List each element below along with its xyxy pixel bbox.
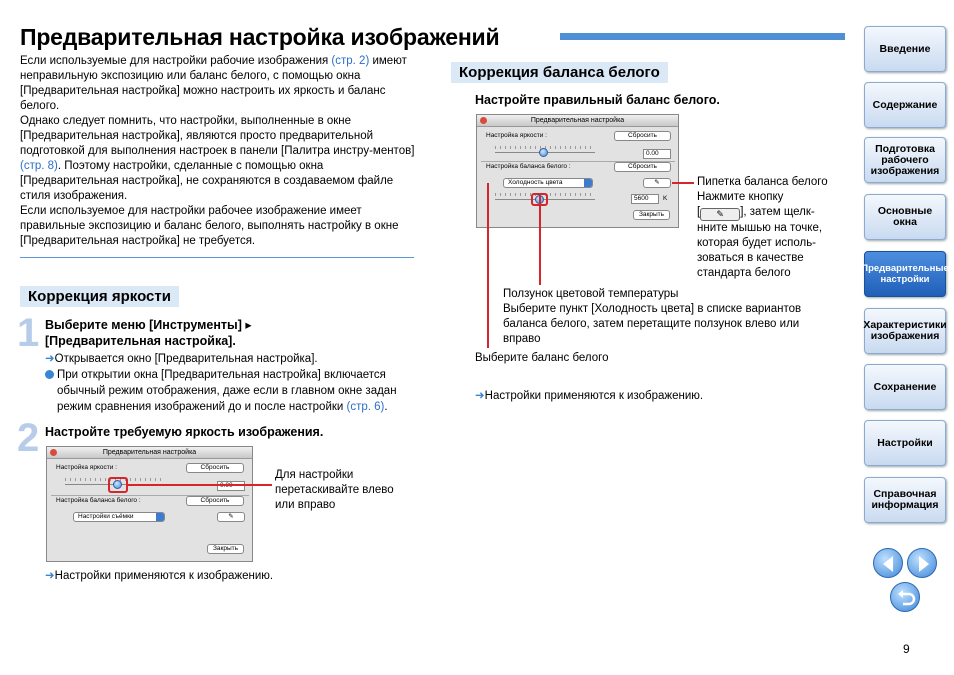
return-icon	[891, 583, 921, 613]
brightness-callout: Для настройки перетаскивайте влево или вправо	[275, 469, 394, 511]
brightness-heading: Коррекция яркости	[20, 286, 179, 307]
link-page-8[interactable]: (стр. 8)	[20, 160, 58, 172]
wb-step-text: Настройте правильный баланс белого.	[475, 93, 720, 107]
dialog-title: Предварительная настройка	[102, 449, 197, 456]
wb-select[interactable]: Холодность цвета	[503, 178, 593, 188]
temp-callout: Ползунок цветовой температуры Выберите пункт [Холодность цвета] в списке вариантов баланса белого, затем перетащите ползунок влево или вправо	[503, 288, 802, 345]
arrow-icon: ➜	[475, 390, 485, 402]
slider-highlight	[108, 477, 128, 493]
brightness-reset-button[interactable]: Сбросить	[186, 463, 244, 473]
eyedropper-callout: Пипетка баланса белого Нажмите кнопку [ ✎ ], затем щелк-нните мышью на точке, которая будет исполь-зоваться в качестве стандарта белого	[697, 176, 828, 279]
temp-slider-highlight	[531, 193, 548, 206]
arrow-left-icon	[874, 549, 904, 579]
step-1-notes: ➜Открывается окно [Предварительная настройка]. При открытии окна [Предварительная настройка] включается обычный режим отображения, даже если в главном окне задан режим сравнения изображений до и после настройки (стр. 6).	[45, 353, 397, 413]
nav-settings[interactable]: Настройки	[864, 420, 946, 466]
kelvin-input[interactable]: 5600	[631, 194, 659, 204]
page-title: Предварительная настройка изображений	[20, 24, 500, 50]
eyedropper-button[interactable]: ✎	[217, 512, 245, 522]
wb-reset-button[interactable]: Сбросить	[614, 162, 671, 172]
step-1-number: 1	[17, 311, 40, 355]
preset-dialog-wb	[476, 114, 679, 228]
intro-text: Если используемые для настройки рабочие изображения (стр. 2) имеют неправильную экспозицию или баланс белого, с помощью окна [Предварительная настройка] можно настроить их яркость и баланс белого. Однако следует помнить, что настройки, выполненные в окне [Предварительная настройка], являются просто предварительной подготовкой для выполнения настроек в панели [Палитра инстру-ментов] (стр. 8). Поэтому настройки, сделанные с помощью окна [Предварительная настройка], не сохраняются в создаваемом файле стиля изображения. Если используемое для настройки рабочее изображение имеет правильные экспозицию и баланс белого, выполнять настройку в окне [Предварительная настройка] не требуется.	[20, 55, 415, 247]
nav-preset[interactable]: Предварительные настройки	[864, 251, 946, 297]
nav-save[interactable]: Сохранение	[864, 364, 946, 410]
step-2-number: 2	[17, 416, 40, 460]
brightness-label: Настройка яркости :	[486, 132, 547, 139]
brightness-value-input[interactable]: 0.00	[643, 149, 671, 159]
close-icon[interactable]	[480, 117, 487, 124]
dialog-title: Предварительная настройка	[530, 117, 625, 124]
chevron-down-icon	[584, 179, 592, 187]
wb-heading: Коррекция баланса белого	[451, 62, 668, 83]
nav-prepare[interactable]: Подготовка рабочего изображения	[864, 137, 946, 183]
bullet-icon	[45, 370, 54, 379]
brightness-result: ➜Настройки применяются к изображению.	[45, 570, 274, 582]
select-callout: Выберите баланс белого	[475, 352, 609, 364]
nav-characteristics[interactable]: Характеристики изображения	[864, 308, 946, 354]
close-button[interactable]: Закрыть	[207, 544, 244, 554]
arrow-icon: ➜	[45, 570, 55, 582]
chevron-down-icon	[156, 513, 164, 521]
close-button[interactable]: Закрыть	[633, 210, 670, 220]
arrow-icon: ➜	[45, 353, 55, 365]
page-number: 9	[903, 642, 910, 656]
prev-page-button[interactable]	[873, 548, 903, 578]
callout-line-eyedropper	[672, 182, 694, 184]
title-underline	[560, 33, 845, 40]
nav-intro[interactable]: Введение	[864, 26, 946, 72]
nav-contents[interactable]: Содержание	[864, 82, 946, 128]
wb-result: ➜Настройки применяются к изображению.	[475, 390, 704, 402]
wb-reset-button[interactable]: Сбросить	[186, 496, 244, 506]
link-page-6[interactable]: (стр. 6)	[346, 401, 385, 413]
section-divider	[20, 257, 414, 258]
brightness-label: Настройка яркости :	[56, 464, 117, 471]
brightness-reset-button[interactable]: Сбросить	[614, 131, 671, 141]
close-icon[interactable]	[50, 449, 57, 456]
kelvin-unit: K	[663, 195, 668, 202]
preset-dialog-brightness	[46, 446, 253, 562]
eyedropper-icon: ✎	[700, 208, 740, 221]
eyedropper-button[interactable]: ✎	[643, 178, 671, 188]
callout-line-select	[487, 183, 489, 348]
arrow-right-icon	[908, 549, 938, 579]
nav-reference[interactable]: Справочная информация	[864, 477, 946, 523]
brightness-value-input[interactable]	[217, 481, 245, 491]
nav-main-windows[interactable]: Основные окна	[864, 194, 946, 240]
step-1-text: Выберите меню [Инструменты] ▸ [Предварительная настройка].	[45, 318, 252, 348]
brightness-slider-knob[interactable]	[539, 148, 548, 157]
link-page-2[interactable]: (стр. 2)	[331, 55, 370, 67]
wb-select[interactable]: Настройки съёмки	[73, 512, 165, 522]
wb-label: Настройка баланса белого :	[56, 497, 141, 504]
next-page-button[interactable]	[907, 548, 937, 578]
back-button[interactable]	[890, 582, 920, 612]
step-2-text: Настройте требуемую яркость изображения.	[45, 425, 324, 439]
callout-line	[128, 484, 272, 486]
wb-label: Настройка баланса белого :	[486, 163, 571, 170]
callout-line-temp	[539, 196, 541, 285]
